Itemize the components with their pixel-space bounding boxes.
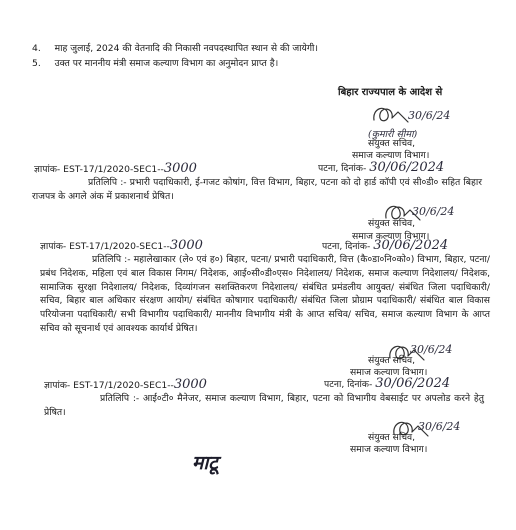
date-prefix-2: पटना, दिनांक- [322, 241, 371, 252]
officer-designation-1: संयुक्त सचिव, [368, 138, 416, 149]
copy-text-2: महालेखाकार (ले० एवं ह०) बिहार, पटना/ प्रभारी पदाधिकारी, वित्त (कै०डा०नि०को०) विभाग, बिहार, पटना/ प्रबंध निदेशक, महिला एवं बाल विकास निगम/ निदेशक, आई०सी०डी०एस० निदेशालय/ निदेशक, समाज कल्याण निदेशालय/ निदेशक, सामाजिक सुरक्षा निदेशालय/ निदेशक, दिव्यांगजन सशक्तिकरण निदेशालय/ संबंधित प्रमंडलीय आयुक्त/ संबंधित जिला पदाधिकारी/ सचिव, बिहार बाल अधिकार संरक्षण आयोग/ संबंधित कोषागार पदाधिकारी/ संबंधित जिला प्रोग्राम पदाधिकारी/ संबंधित बाल विकास परियोजना पदाधिकारी/ सभी विभागीय पदाधिकारी/ माननीय विभागीय मंत्री के आप्त सचिव/ सचिव, समाज कल्याण विभाग के आप्त सचिव को सूचनार्थ एवं आवश्यक कार्यार्थ प्रेषित। [40, 254, 491, 334]
point-4 [32, 43, 318, 55]
date-value-2: 30/06/2024 [373, 238, 449, 253]
memo-prefix-3: ज्ञापांक- EST-17/1/2020-SEC1-- [44, 380, 174, 391]
date-line-1 [318, 162, 444, 175]
signature-2-date: 30/6/24 [412, 205, 455, 218]
copy-paragraph-2 [40, 253, 490, 336]
date-line-2 [322, 240, 448, 253]
copy-text-1: प्रभारी पदाधिकारी, ई-गजट कोषांग, वित्त विभाग, बिहार, पटना को दो हार्ड कॉपी एवं सी०डी० सहित बिहार राजपत्र के अगले अंक में प्रकाशनार्थ प्रेषित। [32, 177, 482, 202]
date-value-3: 30/06/2024 [375, 376, 451, 391]
date-prefix-3: पटना, दिनांक- [324, 379, 373, 390]
date-value-1: 30/06/2024 [369, 160, 445, 175]
date-prefix-1: पटना, दिनांक- [318, 163, 367, 174]
memo-prefix-1: ज्ञापांक- EST-17/1/2020-SEC1-- [34, 164, 164, 175]
officer-designation-4: संयुक्त सचिव, [368, 432, 416, 443]
officer-department-4: समाज कल्याण विभाग। [350, 444, 428, 455]
memo-line-2 [40, 240, 203, 253]
officer-department-3: समाज कल्याण विभाग। [350, 367, 428, 378]
date-line-3 [324, 378, 450, 391]
point-5-text: उक्त पर माननीय मंत्री समाज कल्याण विभाग का अनुमोदन प्राप्त है। [54, 58, 279, 69]
memo-number-2: 3000 [169, 238, 203, 253]
officer-department-2: समाज कल्याण विभाग। [352, 231, 430, 242]
memo-number-3: 3000 [173, 377, 207, 392]
copy-label-2: प्रतिलिपि :- [92, 254, 131, 265]
signature-4-date: 30/6/24 [418, 420, 461, 433]
copy-label-3: प्रतिलिपि :- [100, 393, 140, 404]
memo-line-3 [44, 379, 207, 392]
point-4-number: 4. [32, 43, 41, 54]
officer-name: (कुमारी सीमा) [368, 129, 418, 140]
memo-prefix-2: ज्ञापांक- EST-17/1/2020-SEC1-- [40, 241, 170, 252]
handwritten-initials: माटू [192, 452, 218, 474]
copy-text-3: आई०टी० मैनेजर, समाज कल्याण विभाग, बिहार, पटना को विभागीय वेबसाईट पर अपलोड करने हेतु प्रेषित। [44, 393, 484, 418]
signature-1-date: 30/6/24 [408, 109, 451, 122]
governor-order-line: बिहार राज्यपाल के आदेश से [338, 87, 443, 98]
officer-department-1: समाज कल्याण विभाग। [352, 150, 430, 161]
officer-designation-3: संयुक्त सचिव, [368, 355, 416, 366]
point-4-text: माह जुलाई, 2024 की वेतनादि की निकासी नवपदस्थापित स्थान से की जायेगी। [54, 43, 318, 54]
copy-label-1: प्रतिलिपि :- [88, 177, 127, 188]
memo-line-1 [34, 163, 197, 176]
point-5-number: 5. [32, 58, 41, 69]
officer-designation-2: संयुक्त सचिव, [368, 218, 416, 229]
point-5 [32, 58, 278, 70]
memo-number-1: 3000 [163, 161, 197, 176]
signature-3-date: 30/6/24 [410, 343, 453, 356]
